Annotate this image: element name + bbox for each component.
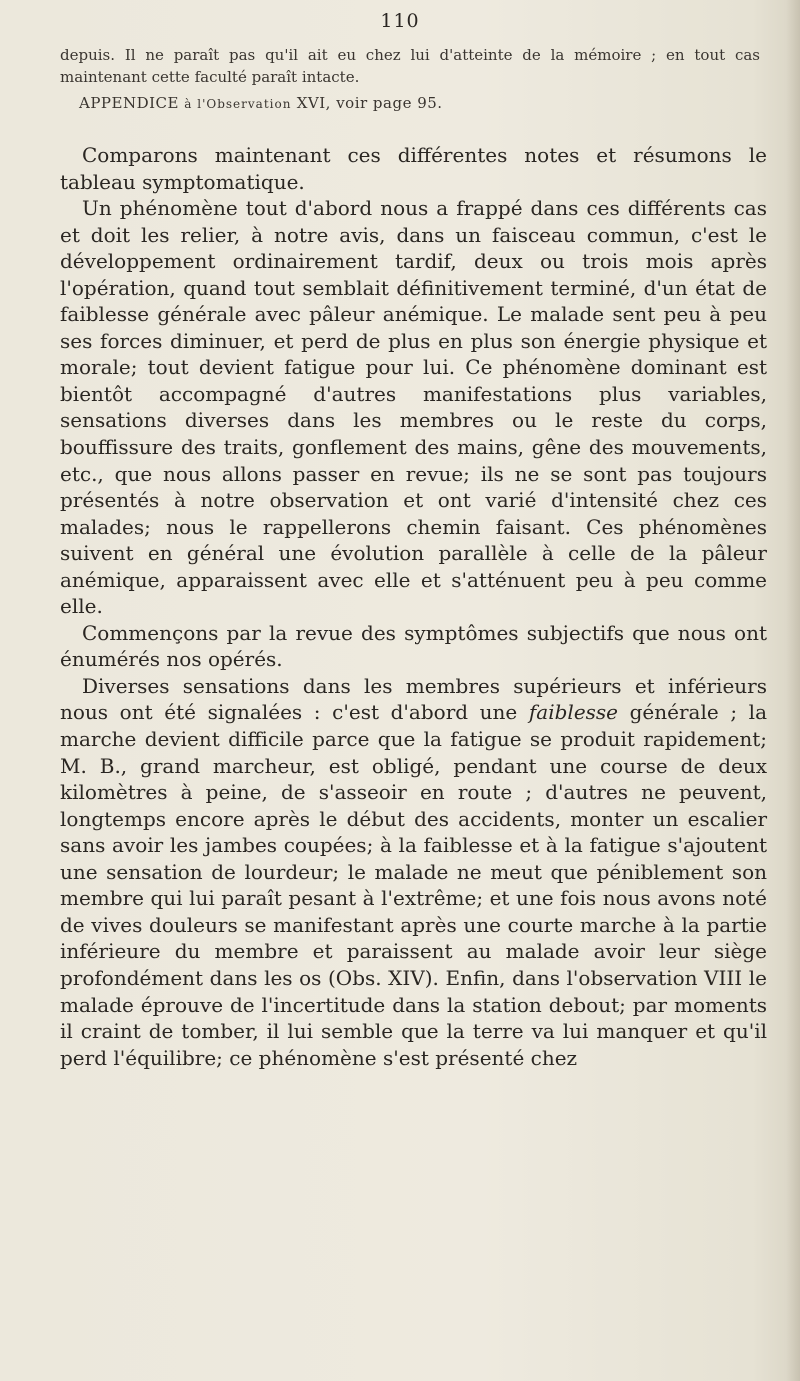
main-text <box>60 142 767 1071</box>
paragraph-3: Commençons par la revue des symptômes subjectifs que nous ont énumérés nos opérés. <box>60 620 767 672</box>
paragraph-4-part-1: Diverses sensations dans les membres supérieurs et inférieurs nous ont été signalées : c'est d'abord une <box>60 673 767 725</box>
italic-term: faiblesse <box>528 700 619 725</box>
paragraph-1: Comparons maintenant ces différentes notes et résumons le tableau symptomatique. <box>60 143 767 194</box>
page-number: 110 <box>380 10 420 32</box>
paragraph-4 <box>60 673 767 1071</box>
appendix-observation-ref: à l'Observation <box>184 97 292 111</box>
paragraph-4-part-2: générale ; la marche devient difficile parce que la fatigue se produit rapidement; M. B., grand marcheur, est obligé, pendant une course de deux kilomètres à peine, de s'asseoir en route ; d'autres ne peuvent, longtemps encore après le début des accidents, monter un escalier sans avoir les jambes coupées; à la faiblesse et à la fatigue s'ajoutent une sensation de lourdeur; le malade ne meut que péniblement son membre qui lui paraît pesant à l'extrême; et une fois nous avons noté de vives douleurs se manifestant après une courte marche à la partie inférieure du membre et paraissent au malade avoir leur siège profondément dans les os (Obs. XIV). Enfin, dans l'observation VIII le malade éprouve de l'incertitude dans la station debout; par moments il craint de tomber, il lui semble que la terre va lui manquer et qu'il perd l'équilibre; ce phénomène s'est présenté chez <box>60 700 768 1070</box>
appendix-prefix: APPENDICE <box>79 94 179 112</box>
page-edge-shadow <box>786 0 800 1381</box>
appendix-suffix: XVI, voir page 95. <box>296 94 443 112</box>
appendix-heading <box>79 94 759 112</box>
previous-paragraph-end: depuis. Il ne paraît pas qu'il ait eu chez lui d'atteinte de la mémoire ; en tout cas maintenant cette faculté paraît intacte. <box>60 46 760 86</box>
paragraph-2: Un phénomène tout d'abord nous a frappé dans ces différents cas et doit les relier, à notre avis, dans un faisceau commun, c'est le développement ordinairement tardif, deux ou trois mois après l'opération, quand tout semblait définitivement terminé, d'un état de faiblesse générale avec pâleur anémique. Le malade sent peu à peu ses forces diminuer, et perd de plus en plus son énergie physique et morale; tout devient fatigue pour lui. Ce phénomène dominant est bientôt accompagné d'autres manifestations plus variables, sensations diverses dans les membres ou le reste du corps, bouffissure des traits, gonflement des mains, gêne des mouvements, etc., que nous allons passer en revue; ils ne se sont pas toujours présentés à notre observation et ont varié d'intensité chez ces malades; nous le rappellerons chemin faisant. Ces phénomènes suivent en général une évolution parallèle à celle de la pâleur anémique, apparaissent avec elle et s'atténuent peu à peu comme elle. <box>60 196 767 619</box>
